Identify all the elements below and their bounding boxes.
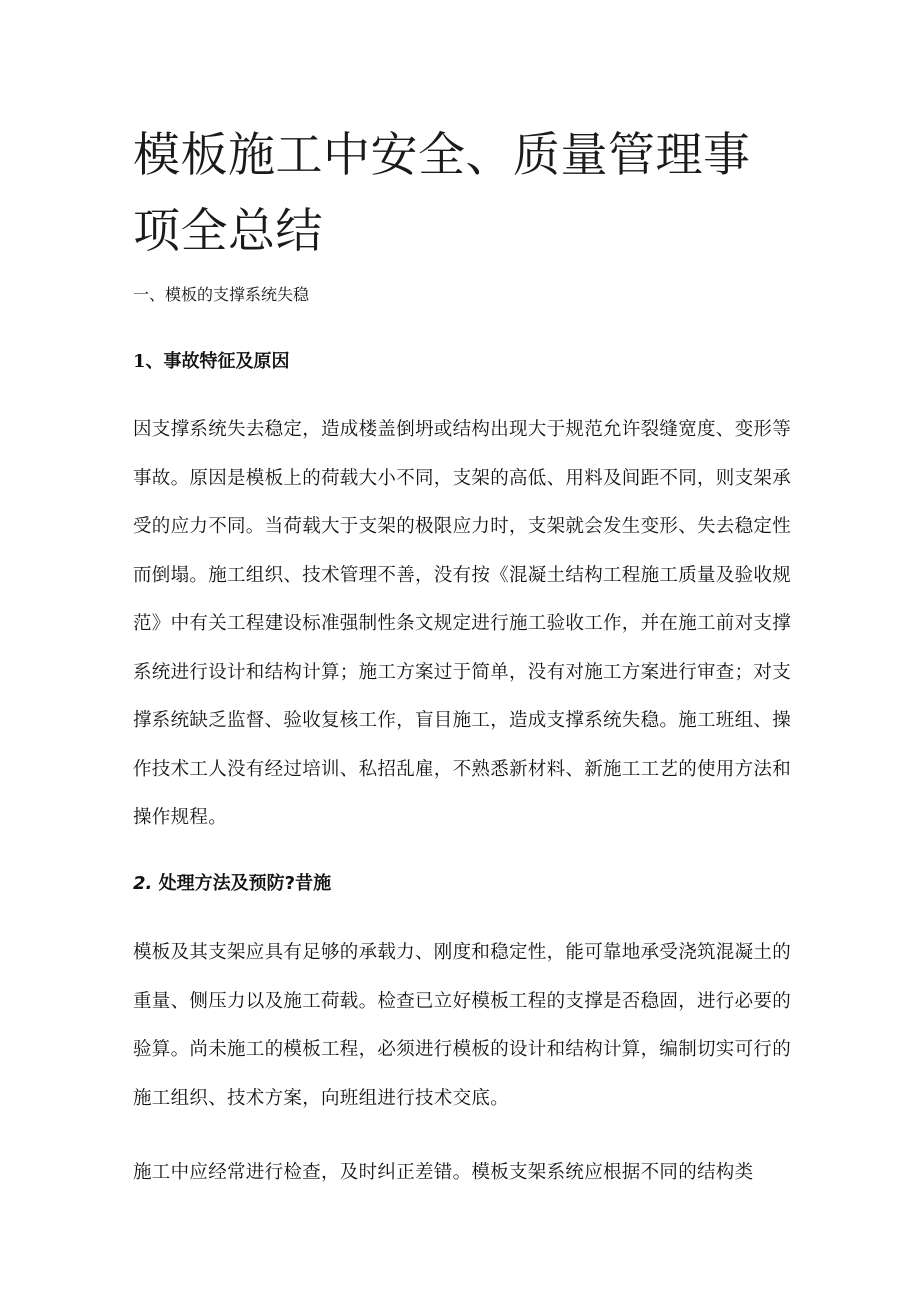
subsection-label: 处理方法及预防?昔施 [152, 873, 332, 894]
paragraph-prevention-requirements: 模板及其支架应具有足够的承载力、刚度和稳定性，能可靠地承受浇筑混凝土的重量、侧压力以及施工荷载。检查已立好模板工程的支撑是否稳固，进行必要的验算。尚未施工的模板工程，必须进行模板的设计和结构计算，编制切实可行的施工组织、技术方案，向班组进行技术交底。 [133, 942, 792, 1109]
subsection-number: 1、 [133, 351, 164, 372]
subsection-heading-prevention [133, 871, 331, 897]
subsection-heading-accident-causes [133, 349, 290, 375]
paragraph-accident-causes: 因支撑系统失去稳定，造成楼盖倒坍或结构出现大于规范允许裂缝宽度、变形等事故。原因是模板上的荷载大小不同，支架的高低、用料及间距不同，则支架承受的应力不同。当荷载大于支架的极限应力时，支架就会发生变形、失去稳定性而倒塌。施工组织、技术管理不善，没有按《混凝土结构工程施工质量及验收规范》中有关工程建设标准强制性条文规定进行施工验收工作，并在施工前对支撑系统进行设计和结构计算；施工方案过于简单，没有对施工方案进行审查；对支撑系统缺乏监督、验收复核工作，盲目施工，造成支撑系统失稳。施工班组、操作技术工人没有经过培训、私招乱雇，不熟悉新材料、新施工工艺的使用方法和操作规程。 [133, 419, 792, 828]
section-heading: 一、模板的支撑系统失稳 [133, 285, 310, 304]
subsection-label: 事故特征及原因 [163, 351, 290, 372]
paragraph-inspection: 施工中应经常进行检查，及时纠正差错。模板支架系统应根据不同的结构类 [133, 1162, 754, 1183]
subsection-number: 2. [133, 873, 153, 894]
document-title: 模板施工中安全、质量管理事项全总结 [133, 128, 751, 259]
